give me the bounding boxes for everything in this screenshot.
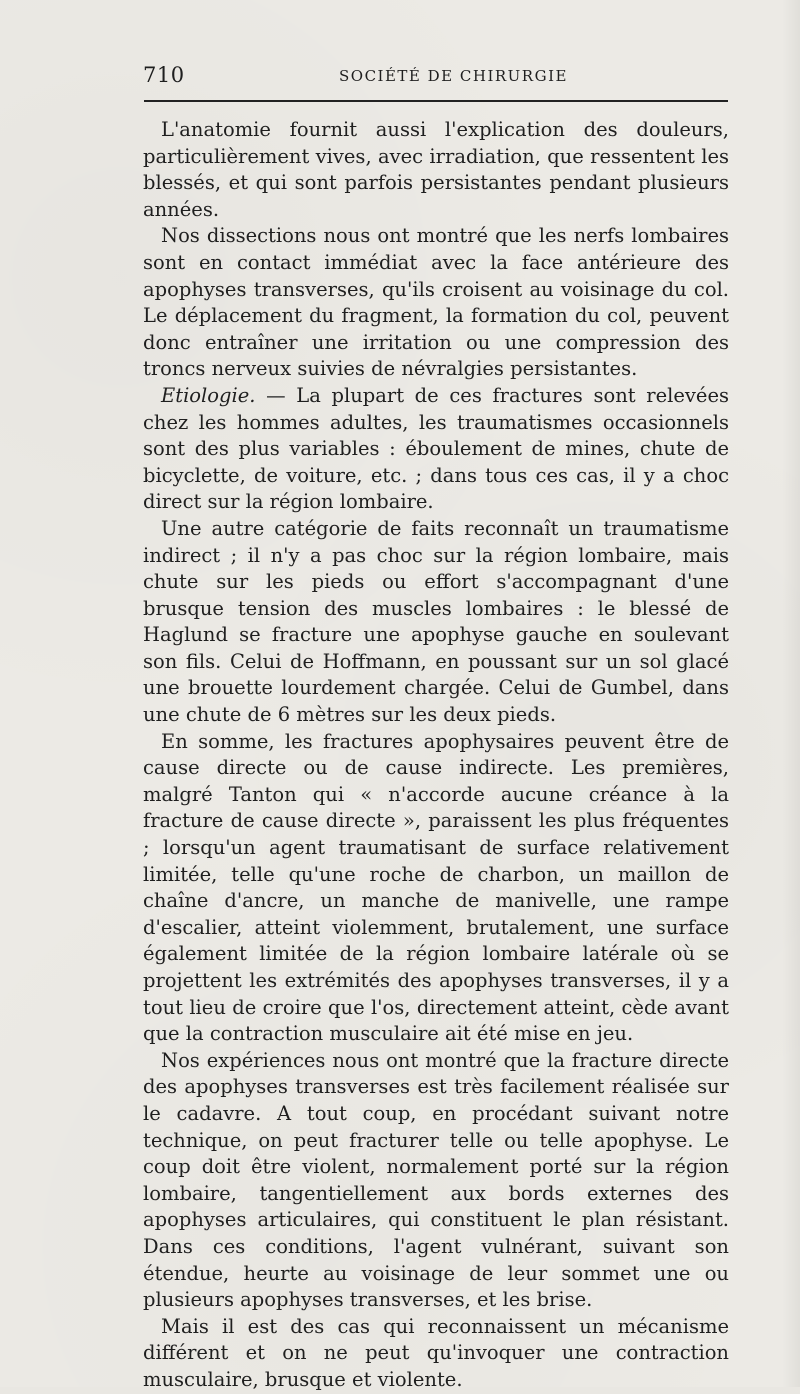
running-title: SOCIÉTÉ DE CHIRURGIE xyxy=(339,67,568,85)
paragraph-experiences: Nos expériences nous ont montré que la fracture directe des apophyses transverses est très facilement réalisée sur le cadavre. A tout coup, en procédant suivant notre technique, on peut fracturer telle ou telle apophyse. Le coup doit être violent, normalement porté sur la région lombaire, tangentiellement aux bords externes des apophyses articulaires, qui constituent le plan résistant. Dans ces conditions, l'agent vulnérant, suivant son étendue, heurte au voisinage de leur sommet une ou plusieurs apophyses transverses, et les brise. xyxy=(143,1048,729,1312)
page-edge-shadow xyxy=(782,0,800,1387)
paragraph-anatomie: L'anatomie fournit aussi l'explication des douleurs, particulièrement vives, avec irradiation, que ressentent les blessés, et qui sont parfois persistantes pendant plusieurs années. xyxy=(143,118,729,221)
page-number: 710 xyxy=(143,63,185,87)
paragraph-etiologie xyxy=(143,383,729,516)
header-rule xyxy=(144,100,728,102)
section-heading-etiologie: Etiologie. xyxy=(161,383,256,407)
paragraph-dissections: Nos dissections nous ont montré que les nerfs lombaires sont en contact immédiat avec la face antérieure des apophyses transverses, qu'ils croisent au voisinage du col. Le déplacement du fragment, la formation du col, peuvent donc entraîner une irritation ou une compression des troncs nerveux suivies de névralgies persistantes. xyxy=(143,224,729,381)
paragraph-en-somme: En somme, les fractures apophysaires peuvent être de cause directe ou de cause indirecte. Les premières, malgré Tanton qui « n'accorde aucune créance à la fracture de cause directe », paraissent les plus fréquentes ; lorsqu'un agent traumatisant de surface relativement limitée, telle qu'une roche de charbon, un maillon de chaîne d'ancre, un manche de manivelle, une rampe d'escalier, atteint violemment, brutalement, une surface également limitée de la région lombaire latérale où se projettent les extrémités des apophyses transverses, il y a tout lieu de croire que l'os, directement atteint, cède avant que la contraction musculaire ait été mise en jeu. xyxy=(143,729,729,1046)
paragraph-etiologie-text: — La plupart de ces fractures sont relevées chez les hommes adultes, les traumatismes occasionnels sont des plus variables : éboulement de mines, chute de bicyclette, de voiture, etc. ; dans tous ces cas, il y a choc direct sur la région lombaire. xyxy=(143,383,729,514)
page-header xyxy=(143,61,728,89)
body-text xyxy=(143,117,729,1394)
paragraph-contraction: Mais il est des cas qui reconnaissent un mécanisme différent et on ne peut qu'invoquer une contraction musculaire, brusque et violente. xyxy=(143,1314,729,1391)
paragraph-traumatisme-indirect: Une autre catégorie de faits reconnaît un traumatisme indirect ; il n'y a pas choc sur la région lombaire, mais chute sur les pieds ou effort s'accompagnant d'une brusque tension des muscles lombaires : le blessé de Haglund se fracture une apophyse gauche en soulevant son fils. Celui de Hoffmann, en poussant sur un sol glacé une brouette lourdement chargée. Celui de Gumbel, dans une chute de 6 mètres sur les deux pieds. xyxy=(143,516,729,727)
